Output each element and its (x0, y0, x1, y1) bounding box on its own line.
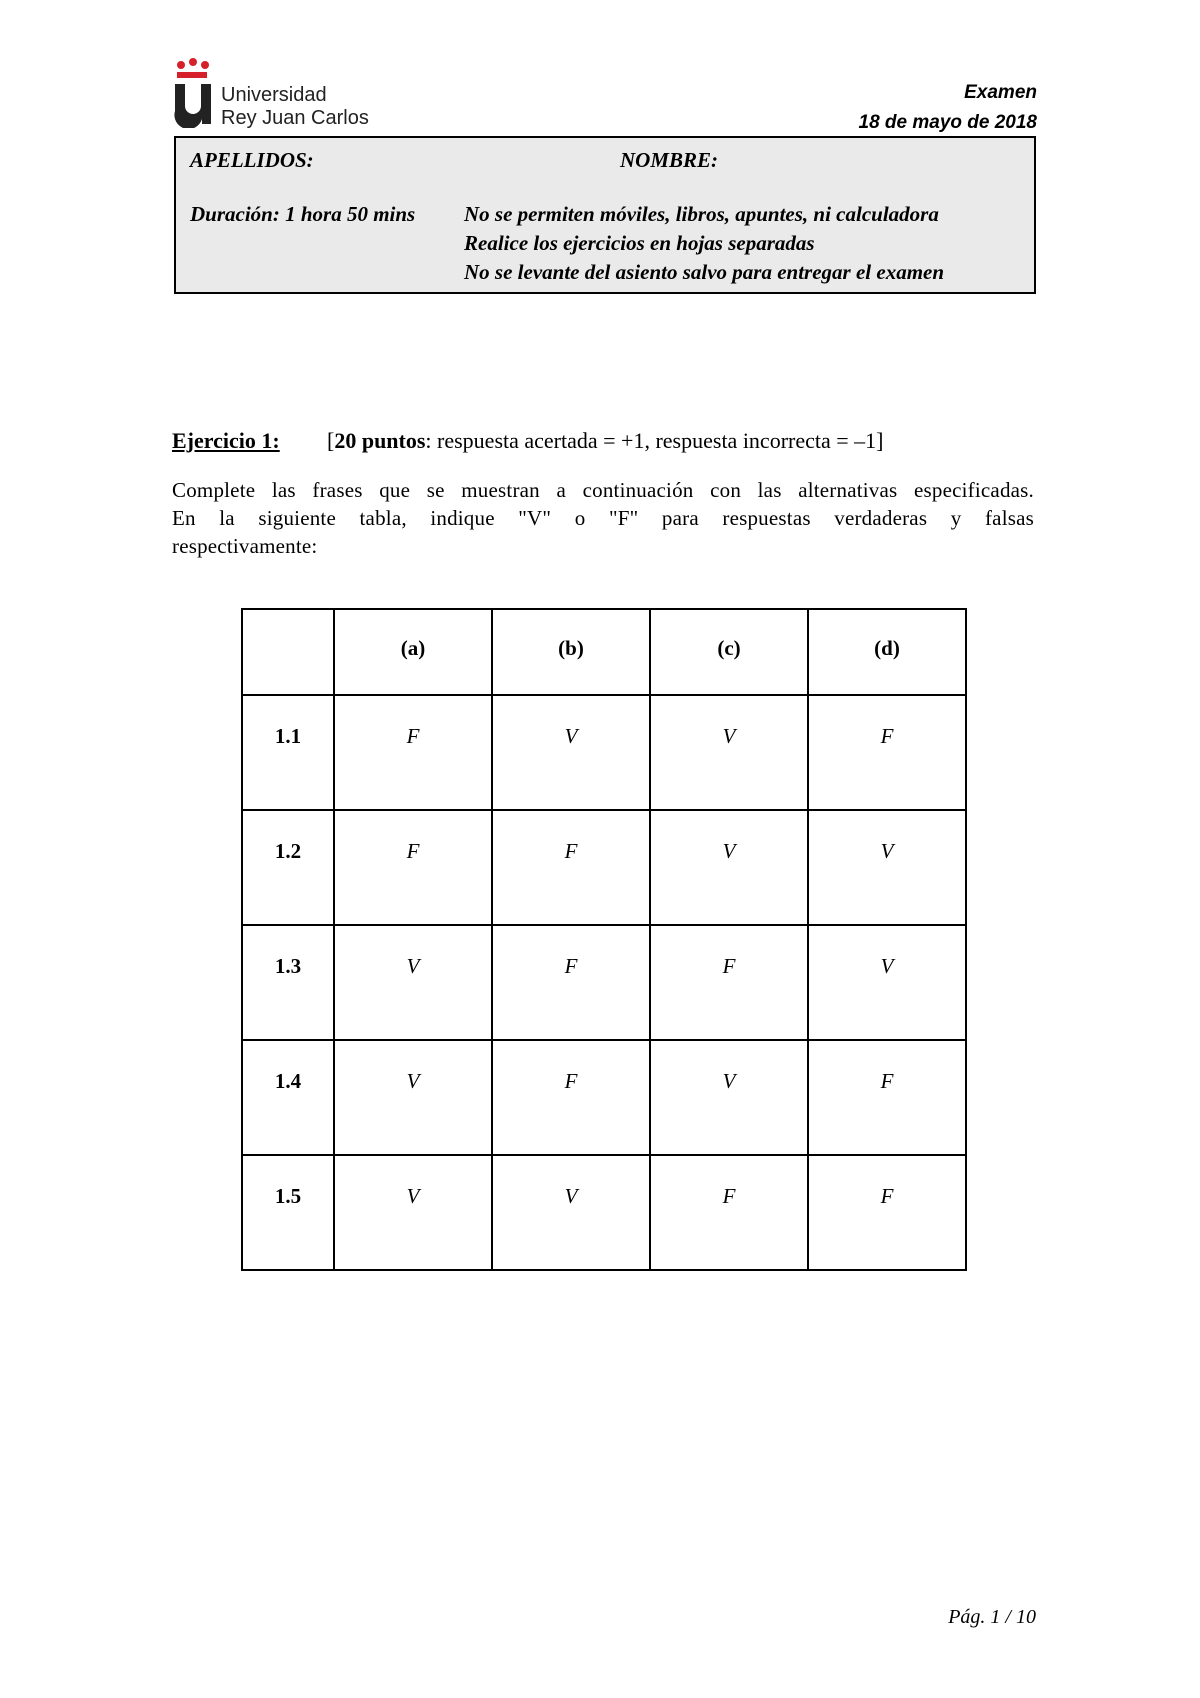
university-name-line1: Universidad (221, 84, 327, 106)
student-info-box (174, 136, 1036, 294)
points-rule: : respuesta acertada = +1, respuesta incorrecta = –1] (425, 428, 884, 453)
instruction-line: respectivamente: (172, 534, 318, 558)
university-name (221, 84, 369, 130)
duration-text: Duración: 1 hora 50 mins (190, 202, 416, 226)
exercise-title (172, 428, 884, 454)
answer-cell: F (492, 810, 650, 925)
answer-cell: V (808, 925, 966, 1040)
table-row (242, 1155, 966, 1270)
answer-cell: V (492, 1155, 650, 1270)
points-value: 20 puntos (334, 428, 426, 453)
exercise-points (327, 428, 884, 454)
answer-cell: V (334, 1155, 492, 1270)
instruction-line: En la siguiente tabla, indique "V" o "F" para respuestas verdaderas y falsas (172, 506, 1034, 530)
exercise-label: Ejercicio 1: (172, 428, 280, 453)
table-header-cell: (b) (492, 609, 650, 695)
table-header-cell: (a) (334, 609, 492, 695)
instruction-line: Complete las frases que se muestran a continuación con las alternativas especificadas. (172, 478, 1034, 502)
rule-separate-sheets: Realice los ejercicios en hojas separadas (464, 231, 815, 255)
exam-label: Examen (964, 82, 1037, 103)
exam-header (859, 78, 1038, 138)
answer-cell: F (808, 695, 966, 810)
table-row (242, 810, 966, 925)
answer-cell: V (650, 1040, 808, 1155)
answer-cell: V (650, 695, 808, 810)
rule-stay-seated: No se levante del asiento salvo para entregar el examen (464, 260, 945, 284)
table-header-cell: (d) (808, 609, 966, 695)
university-logo (173, 58, 373, 128)
table-row (242, 695, 966, 810)
table-header-cell: (c) (650, 609, 808, 695)
nombre-label: NOMBRE: (620, 148, 719, 172)
answer-cell: F (492, 1040, 650, 1155)
table-row (242, 925, 966, 1040)
row-label-cell: 1.2 (242, 810, 334, 925)
apellidos-label: APELLIDOS: (190, 148, 314, 172)
exam-date: 18 de mayo de 2018 (858, 112, 1037, 133)
answer-cell: V (334, 925, 492, 1040)
row-label-cell: 1.1 (242, 695, 334, 810)
answer-cell: F (492, 925, 650, 1040)
answer-cell: F (650, 925, 808, 1040)
exercise-instructions (172, 476, 1034, 560)
table-row (242, 1040, 966, 1155)
answer-cell: F (334, 695, 492, 810)
answer-cell: F (808, 1155, 966, 1270)
row-label-cell: 1.4 (242, 1040, 334, 1155)
page-number: Pág. 1 / 10 (948, 1606, 1036, 1628)
table-header-row (242, 609, 966, 695)
urjc-emblem-icon (173, 58, 221, 128)
answer-cell: V (492, 695, 650, 810)
answer-cell: V (808, 810, 966, 925)
answer-cell: V (334, 1040, 492, 1155)
rule-no-devices: No se permiten móviles, libros, apuntes, ni calculadora (464, 202, 939, 226)
answer-cell: F (808, 1040, 966, 1155)
answer-cell: F (334, 810, 492, 925)
answer-cell: F (650, 1155, 808, 1270)
row-label-cell: 1.5 (242, 1155, 334, 1270)
university-name-line2: Rey Juan Carlos (221, 107, 369, 129)
points-bracket: [ (327, 428, 335, 453)
answer-table (241, 608, 967, 1271)
table-header-cell (242, 609, 334, 695)
row-label-cell: 1.3 (242, 925, 334, 1040)
answer-cell: V (650, 810, 808, 925)
